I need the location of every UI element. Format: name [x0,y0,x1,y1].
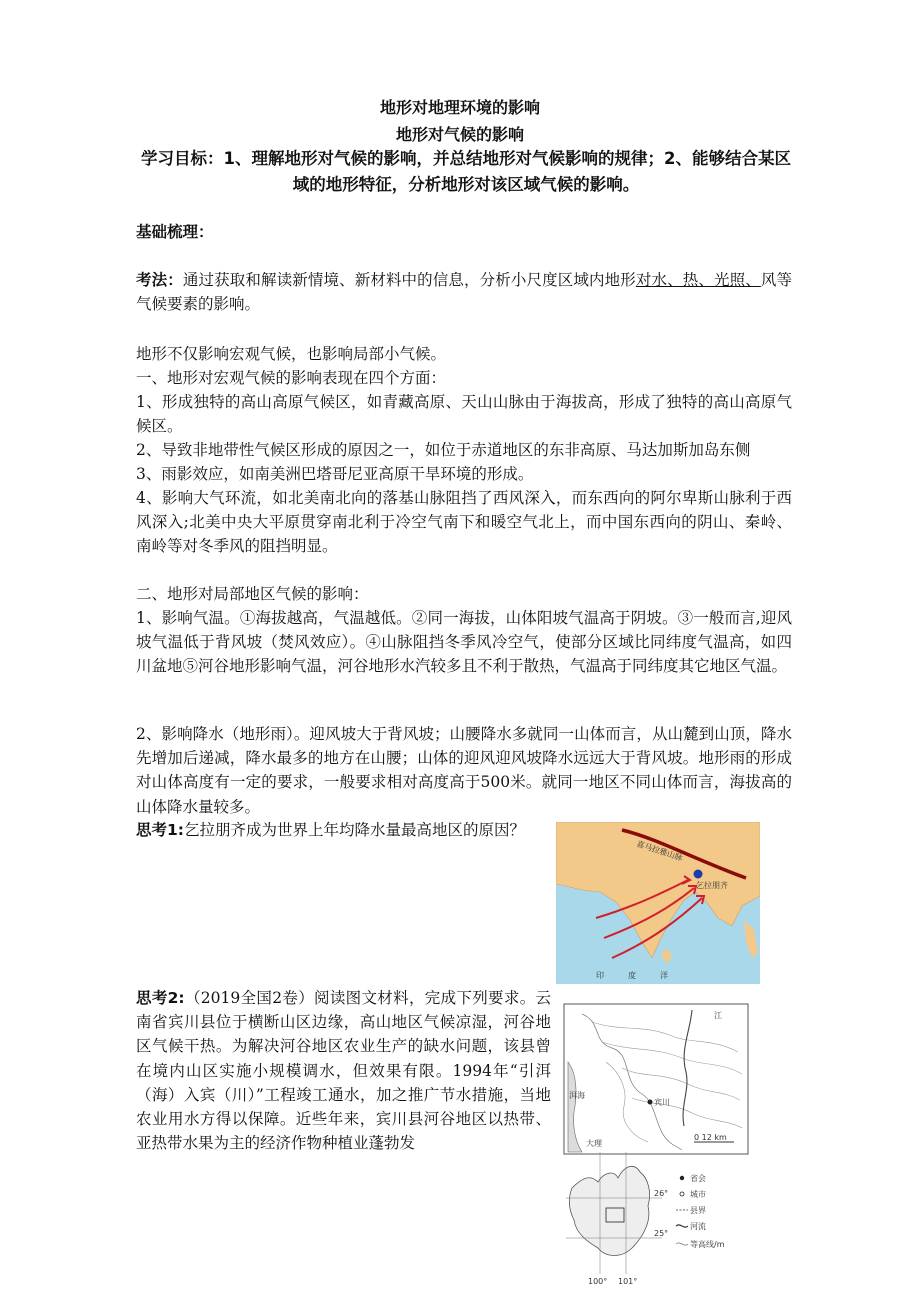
macro-point-2: 2、导致非地带性气候区形成的原因之一，如位于赤道地区的东非高原、马达加斯加岛东侧 [136,441,751,459]
scale-label: 0 12 km [694,1133,727,1142]
exam-text-b: 风等气候要素的影响。 [136,271,792,314]
local-point-2: 2、影响降水（地形雨）。迎风坡大于背风坡；山腰降水多就同一山体而言，从山麓到山顶，降水先增加后递减，降水最多的地方在山腰；山体的迎风迎风坡降水远远大于背风坡。地形雨的形成对山体高度有一定的要求，一般要求相对高度高于500米。就同一地区不同山体而言，海拔高的山体降水量较多。 [136,725,792,816]
exam-underlined: 对水、热、光照、 [635,271,761,289]
exam-text-a: 通过获取和解读新情境、新材料中的信息，分析小尺度区域内地形 [182,271,636,289]
lat-label-1: 26° [654,1189,669,1198]
local-heading: 二、地形对局部地区气候的影响： [136,585,369,603]
lon-label-2: 101° [618,1277,638,1286]
think2-label: 思考2: [136,989,185,1007]
river-label: 江 [714,1011,722,1020]
south-asia-monsoon-map [556,822,760,984]
exam-label: 考法： [136,271,183,289]
ocean-label: 印度洋 [596,971,692,980]
think1-label: 思考1: [136,821,184,839]
legend-capital-icon [680,1176,684,1180]
think2-paragraph [136,986,551,1155]
think1-paragraph [136,818,531,842]
legend-item-3: 县界 [690,1206,706,1215]
sub-title: 地形对气候的影响 [395,125,524,144]
legend-item-4: 河流 [690,1222,706,1231]
macro-point-1: 1、形成独特的高山高原气候区，如青藏高原、天山山脉由于海拔高，形成了独特的高山高原气候区。 [136,393,792,436]
lon-label-1: 100° [588,1277,608,1286]
macro-heading: 一、地形对宏观气候的影响表现在四个方面： [136,369,447,387]
think2-text: （2019全国2卷）阅读图文材料，完成下列要求。云南省宾川县位于横断山区边缘，高山地区气候凉湿，河谷地区气候干热。为解决河谷地区农业生产的缺水问题，该县曾在境内山区实施小规模调水，但效果有限。1994年“引洱（海）入宾（川）”工程竣工通水，加之推广节水措施，当地农业用水方得以保障。近些年来，宾川县河谷地区以热带、亚热带水果为主的经济作物种植业蓬勃发 [136,989,552,1153]
lat-label-2: 25° [654,1229,669,1238]
learning-goal: 学习目标：1、理解地形对气候的影响，并总结地形对气候影响的规律；2、能够结合某区域的地形特征，分析地形对该区域气候的影响。 [141,149,791,194]
county-label: 宾川 [654,1098,670,1107]
city-label: 乞拉朋齐 [696,881,728,890]
city-marker [694,870,703,879]
macro-point-3: 3、雨影效应，如南美洲巴塔哥尼亚高原干旱环境的形成。 [136,465,534,483]
legend-item-1: 省会 [690,1174,706,1183]
local-point-1: 1、影响气温。①海拔越高，气温越低。②同一海拔，山体阳坡气温高于阴坡。③一般而言,迎风坡气温低于背风坡（焚风效应）。④山脉阻挡冬季风冷空气，使部分区域比同纬度气温高，如四川盆地⑤河谷地形影响气温，河谷地形水汽较多且不利于散热，气温高于同纬度其它地区气温。 [136,609,792,676]
lake-label: 洱海 [569,1091,585,1100]
intro-text: 地形不仅影响宏观气候，也影响局部小气候。 [136,345,447,363]
think1-text: 乞拉朋齐成为世界上年均降水量最高地区的原因？ [183,821,525,839]
macro-point-4: 4、影响大气环流，如北美南北向的落基山脉阻挡了西风深入，而东西向的阿尔卑斯山脉利于西风深入;北美中央大平原贯穿南北利于冷空气南下和暖空气北上，而中国东西向的阴山、秦岭、南岭等对冬季风的阻挡明显。 [136,489,792,556]
legend-item-2: 城市 [690,1190,706,1199]
place-label: 大理 [586,1139,602,1148]
basics-label: 基础梳理： [136,223,214,241]
legend-item-5: 等高线/m [690,1240,725,1249]
main-title: 地形对地理环境的影响 [379,98,540,117]
binchuan-county-map [562,1002,752,1292]
mountain-label: 喜马拉雅山脉 [635,839,684,863]
county-seat-marker [648,1100,653,1105]
exam-paragraph [136,268,792,316]
